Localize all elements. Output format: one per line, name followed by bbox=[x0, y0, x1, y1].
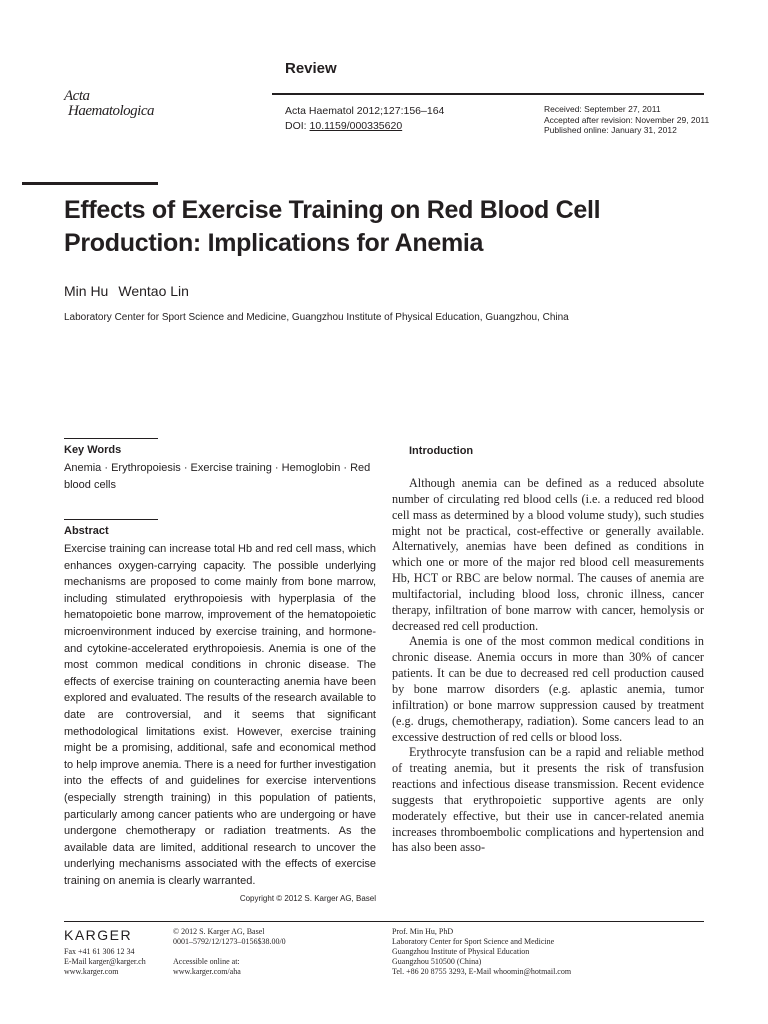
footer-rule bbox=[64, 921, 704, 922]
correspondence-line: Laboratory Center for Sport Science and Medicine bbox=[392, 937, 555, 946]
online-access-label: Accessible online at: bbox=[173, 957, 240, 966]
author-name: Min Hu bbox=[64, 283, 109, 299]
header-rule bbox=[272, 93, 704, 95]
publisher-logo: KARGER bbox=[64, 927, 133, 943]
doi-line bbox=[285, 119, 444, 134]
abstract-rule bbox=[64, 519, 158, 520]
online-access bbox=[173, 957, 241, 977]
correspondence-line: Guangzhou 510500 (China) bbox=[392, 957, 482, 966]
author-name: Wentao Lin bbox=[118, 283, 189, 299]
citation-text: Acta Haematol 2012;127:156–164 bbox=[285, 105, 445, 117]
section-label: Review bbox=[285, 60, 337, 77]
issn-line: 0001–5792/12/1273–0156$38.00/0 bbox=[173, 937, 286, 946]
journal-logo bbox=[64, 89, 154, 119]
affiliation: Laboratory Center for Sport Science and Medicine, Guangzhou Institute of Physical Education, Guangzhou, China bbox=[64, 312, 569, 323]
introduction-paragraph: Anemia is one of the most common medical conditions in chronic disease. Anemia occurs in more than 30% of cancer patients. It can be due to decreased red cell production caused by bone marrow disorders (e.g. aplastic anemia, tumor infiltration) or bone marrow suppression caused by treatment (e.g. drugs, chemotherapy, radiation). Some cancers lead to an excessive destruction of red cells or blood loss. bbox=[392, 634, 704, 744]
journal-logo-line-1: Acta bbox=[64, 88, 90, 104]
published-date: Published online: January 31, 2012 bbox=[544, 125, 677, 135]
keywords-heading: Key Words bbox=[64, 444, 122, 456]
introduction-body bbox=[392, 476, 704, 856]
publisher-copyright bbox=[173, 927, 286, 947]
title-rule bbox=[22, 182, 158, 185]
correspondence-contact[interactable]: Tel. +86 20 8755 3293, E-Mail whoomin@hotmail.com bbox=[392, 967, 572, 976]
doi-link[interactable]: 10.1159/000335620 bbox=[309, 120, 403, 132]
introduction-paragraph: Erythrocyte transfusion can be a rapid and reliable method of treating anemia, but it presents the risk of transfusion reactions and infectious disease transmission. Recent evidence suggests that erythropoietic supportive agents are only moderately effective, but their use in cancer-related anemia increases thromboembolic complications and hypertension and has also been asso- bbox=[392, 745, 704, 855]
publisher-fax: Fax +41 61 306 12 34 bbox=[64, 947, 135, 956]
correspondence-name: Prof. Min Hu, PhD bbox=[392, 927, 454, 936]
received-date: Received: September 27, 2011 bbox=[544, 104, 661, 114]
abstract-copyright: Copyright © 2012 S. Karger AG, Basel bbox=[239, 894, 376, 904]
journal-logo-line-2: Haematologica bbox=[68, 103, 154, 119]
online-access-link[interactable]: www.karger.com/aha bbox=[173, 967, 241, 976]
publisher-email[interactable]: E-Mail karger@karger.ch bbox=[64, 957, 146, 966]
article-title: Effects of Exercise Training on Red Blood Cell Production: Implications for Anemia bbox=[64, 196, 601, 257]
publisher-website[interactable]: www.karger.com bbox=[64, 967, 119, 976]
correspondence-block bbox=[392, 927, 571, 977]
authors bbox=[64, 283, 189, 299]
publication-dates bbox=[544, 104, 709, 136]
copyright-line: © 2012 S. Karger AG, Basel bbox=[173, 927, 265, 936]
citation bbox=[285, 104, 444, 134]
keywords-rule bbox=[64, 438, 158, 439]
correspondence-line: Guangzhou Institute of Physical Education bbox=[392, 947, 530, 956]
doi-label: DOI: bbox=[285, 120, 310, 132]
introduction-heading: Introduction bbox=[409, 445, 474, 457]
introduction-paragraph: Although anemia can be defined as a reduced absolute number of circulating red blood cells (i.e. a reduced red blood cell mass as determined by a blood volume study), such studies might not be practical, cost-effective or generally available. Alternatively, anemias have been defined as conditions in which one or more of the major red blood cell measurements Hb, HCT or RBC are below normal. The causes of anemia are multifactorial, including blood loss, chronic illness, cancer therapy, infiltration of bone marrow with cancer, hemolysis or decreased red cell production. bbox=[392, 476, 704, 633]
abstract-body bbox=[64, 541, 376, 908]
abstract-text: Exercise training can increase total Hb and red cell mass, which enhances oxygen-carrying capacity. The possible underlying mechanisms are proposed to come mainly from bone marrow, including stimulated erythropoiesis with hyperplasia of the hematopoietic bone marrow, improvement of the hematopoietic microenvironment induced by exercise training, and hormone- and cytokine-accelerated erythropoiesis. Anemia is one of the most common medical conditions in chronic disease. The effects of exercise training on counteracting anemia have been explored and evaluated. The results of the research available to date are controversial, and it seems that significant methodological limitations exist. However, exercise training might be a promising, additional, safe and economical method to help improve anemia. There is a need for further investigation into the effects of and guidelines for exercise interventions (especially strength training) in this population of patients, particularly among cancer patients who are undergoing or have undergone chemotherapy or radiation treatments. As the available data are limited, additional research to uncover the underlying mechanisms associated with the effects of exercise training on anemia is clearly warranted. bbox=[64, 543, 376, 887]
accepted-date: Accepted after revision: November 29, 2011 bbox=[544, 114, 710, 125]
keywords-text: Anemia · Erythropoiesis · Exercise training · Hemoglobin · Red blood cells bbox=[64, 462, 371, 491]
publisher-contact bbox=[64, 947, 146, 977]
abstract-heading: Abstract bbox=[64, 525, 109, 537]
